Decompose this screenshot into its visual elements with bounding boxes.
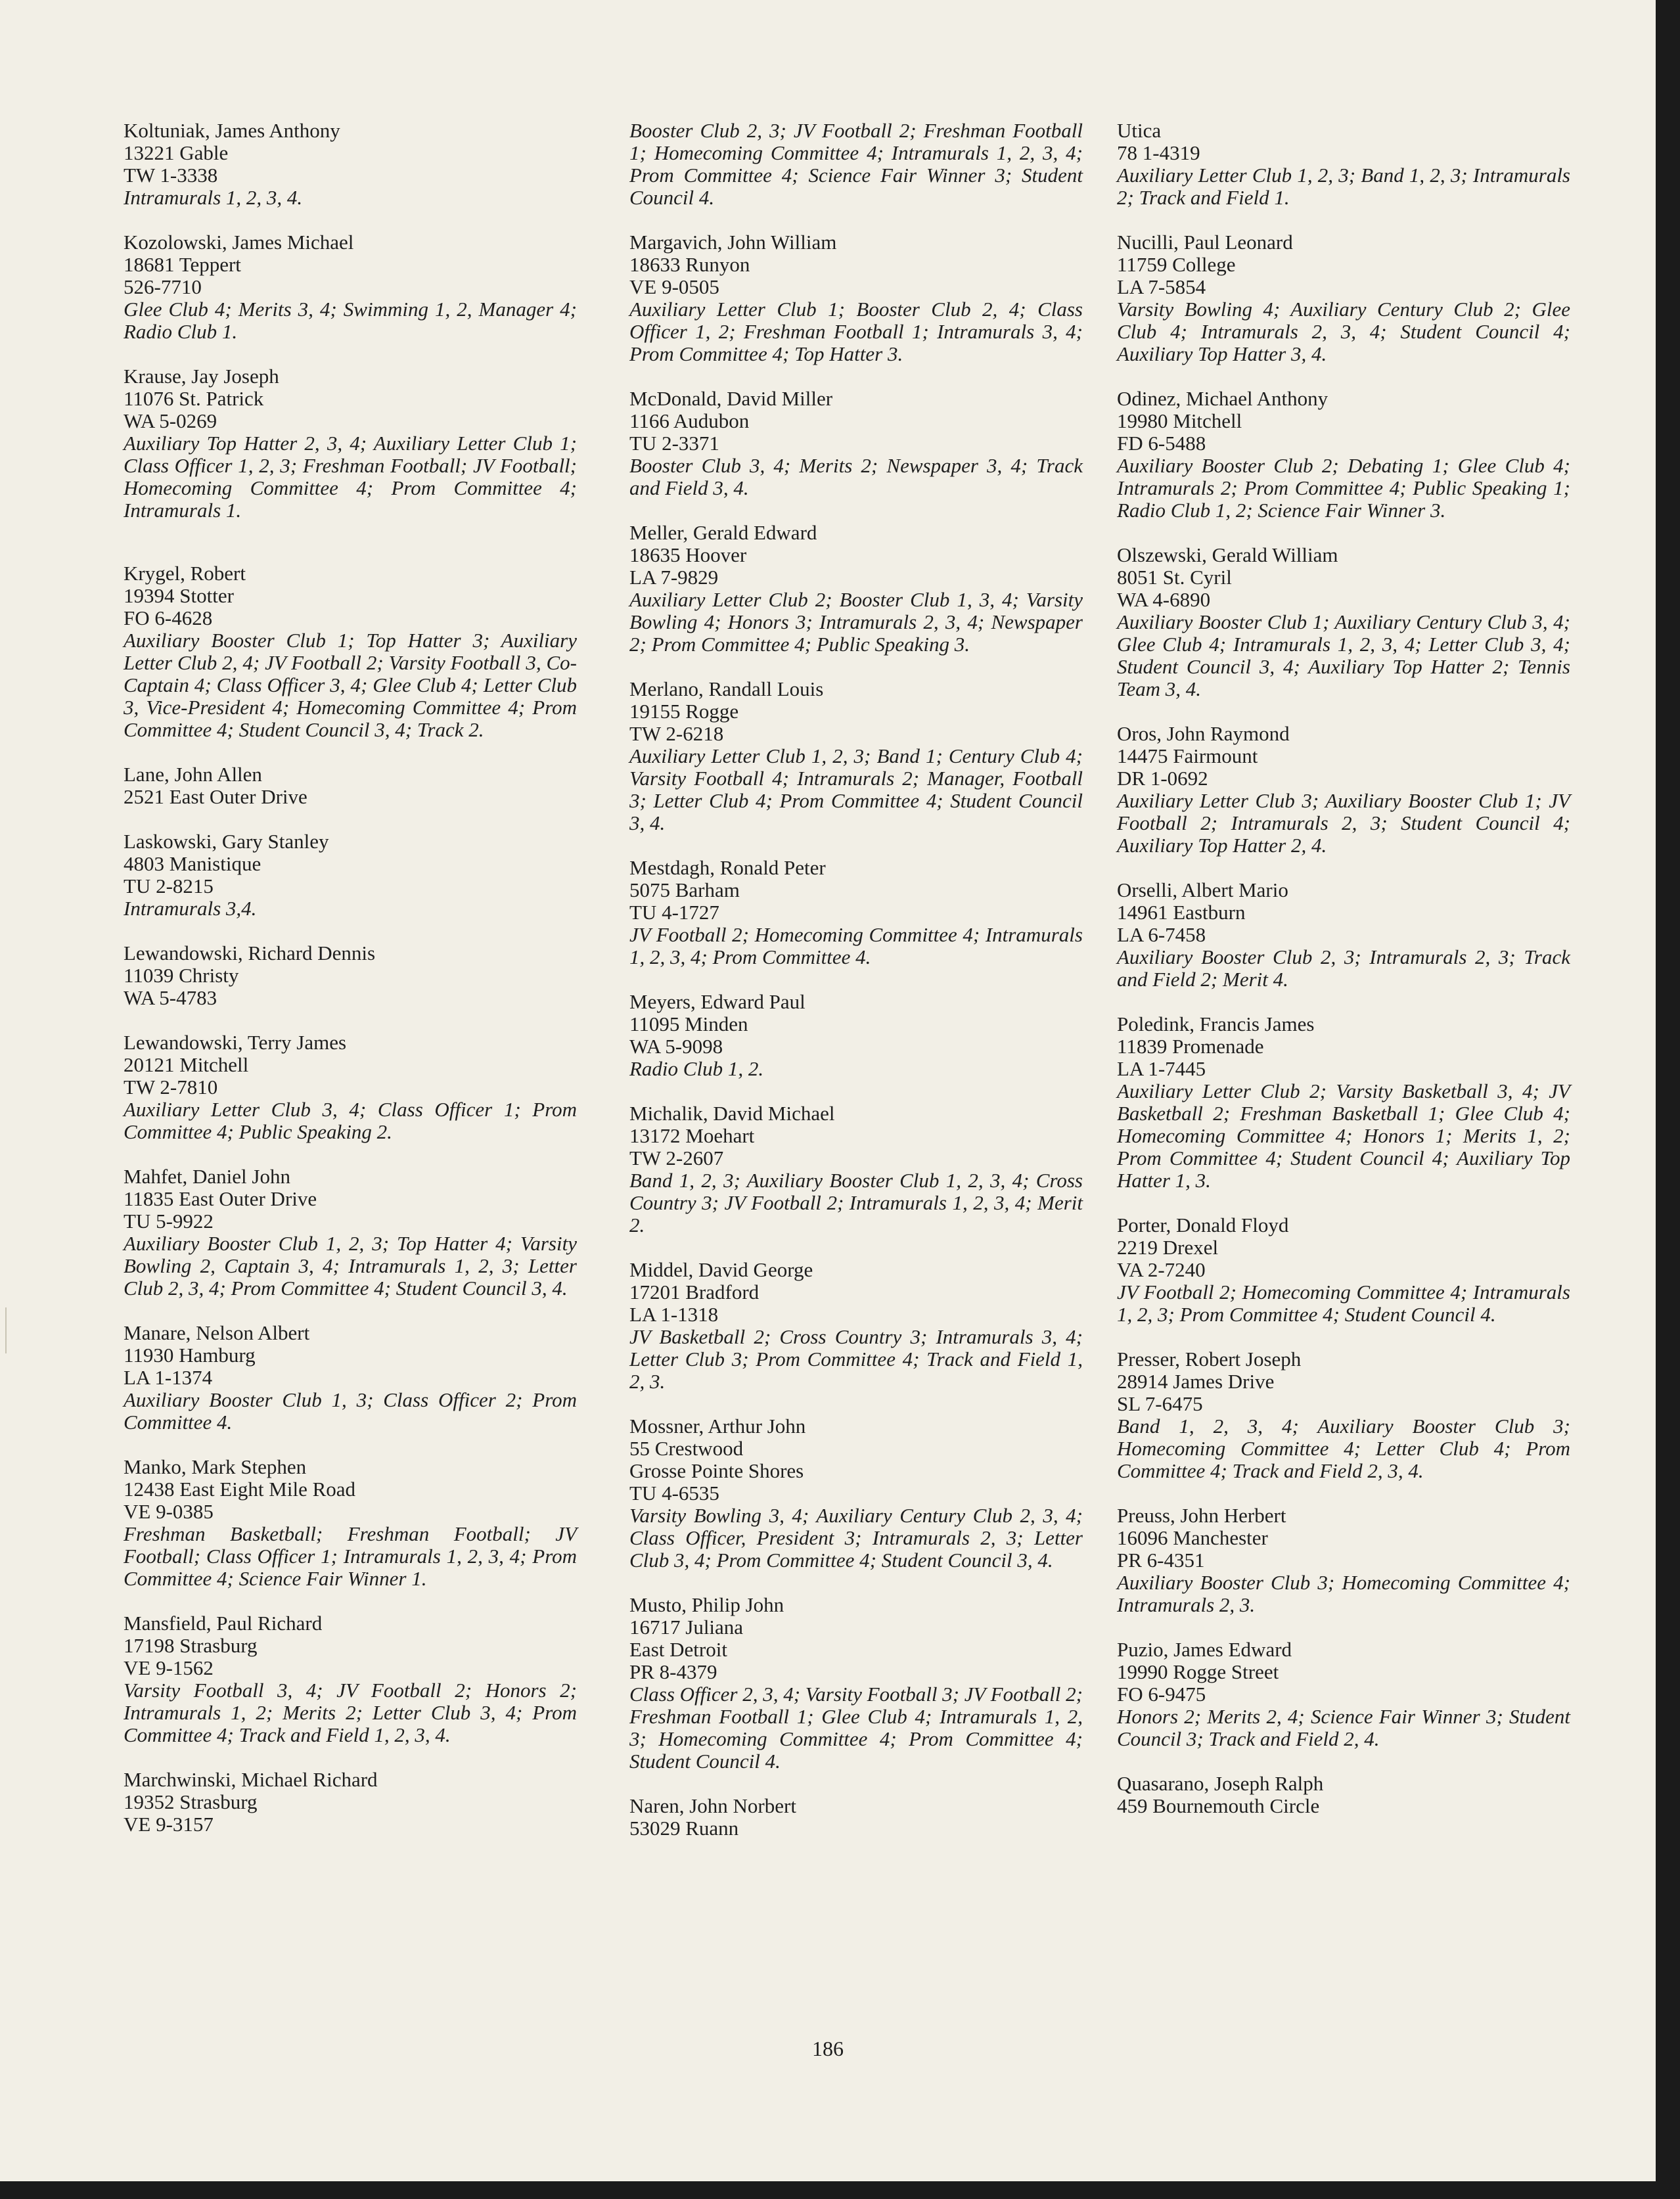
student-address: 19394 Stotter [124,584,234,607]
student-entry [1117,388,1570,522]
student-phone: TU 2-3371 [629,432,719,455]
student-address: 14475 Fairmount [1117,744,1258,767]
student-name: Mestdagh, Ronald Peter [629,856,826,879]
student-phone: WA 4-6890 [1117,588,1211,611]
student-activities: Auxiliary Booster Club 2, 3; Intramurals 2, 3; Track and Field 2; Merit 4. [1117,945,1570,991]
student-name: Middel, David George [629,1258,813,1281]
student-address: 16096 Manchester [1117,1526,1268,1549]
student-phone: VE 9-1562 [124,1656,214,1679]
student-activities: Auxiliary Letter Club 1; Booster Club 2, 4; Class Officer 1, 2; Freshman Football 1; Intramurals 3, 4; Prom Committee 4; Top Hatter 3. [629,298,1083,365]
student-name: Orselli, Albert Mario [1117,878,1288,901]
student-entry [1117,544,1570,700]
student-activities: Radio Club 1, 2. [629,1057,764,1080]
directory-column-3 [1117,120,1570,1840]
student-phone: 78 1-4319 [1117,141,1200,164]
student-entry [124,562,577,741]
student-address: 13221 Gable [124,141,229,164]
student-entry [124,1322,577,1434]
directory-column-1 [124,120,577,1858]
student-address: 11930 Hamburg [124,1344,256,1367]
student-activities: Auxiliary Booster Club 1, 2, 3; Top Hatter 4; Varsity Bowling 2, Captain 3, 4; Intramurals 1, 2, 3; Letter Club 2, 3, 4; Prom Committee 4; Student Council 3, 4. [124,1232,577,1300]
student-address: 19980 Mitchell [1117,409,1242,432]
student-entry [629,991,1083,1080]
student-activities: Class Officer 2, 3, 4; Varsity Football 3; JV Football 2; Freshman Football 1; Glee Club 4; Intramurals 1, 2, 3; Homecoming Committee 4; Prom Committee 4; Student Council 4. [629,1683,1083,1773]
student-phone: FO 6-4628 [124,606,213,629]
student-activities: Auxiliary Letter Club 1, 2, 3; Band 1, 2, 3; Intramurals 2; Track and Field 1. [1117,164,1570,209]
student-name: Margavich, John William [629,231,837,254]
student-entry [629,120,1083,209]
student-name: Quasarano, Joseph Ralph [1117,1772,1324,1795]
student-name: Preuss, John Herbert [1117,1504,1286,1527]
student-activities: Auxiliary Letter Club 2; Varsity Basketball 3, 4; JV Basketball 2; Freshman Basketball 1; Glee Club 4; Homecoming Committee 4; Honors 1; Merits 1, 2; Prom Committee 4; Student Council 4; Auxiliary Top Hatter 1, 3. [1117,1079,1570,1192]
student-phone: WA 5-4783 [124,986,217,1009]
student-phone: VE 9-0385 [124,1500,214,1523]
student-address: 14961 Eastburn [1117,901,1246,924]
student-address: 20121 Mitchell [124,1053,249,1076]
student-address: 12438 East Eight Mile Road [124,1478,356,1501]
student-name: Krause, Jay Joseph [124,365,279,388]
student-name: Koltuniak, James Anthony [124,119,340,142]
student-activities: Auxiliary Booster Club 1; Top Hatter 3; Auxiliary Letter Club 2, 4; JV Football 2; Varsity Football 3, Co-Captain 4; Class Officer 3, 4; Glee Club 4; Letter Club 3, Vice-President 4; Homecoming Committee 4; Prom Committee 4; Student Council 3, 4; Track 2. [124,629,577,741]
student-name: Mossner, Arthur John [629,1415,806,1438]
student-address: 4803 Manistique [124,852,261,875]
student-entry [1117,879,1570,991]
directory-column-2 [629,120,1083,1862]
student-entry [124,830,577,920]
student-entry [629,522,1083,656]
student-name: Meller, Gerald Edward [629,521,817,544]
student-activities: Auxiliary Letter Club 3; Auxiliary Booster Club 1; JV Football 2; Intramurals 2, 3; Student Council 4; Auxiliary Top Hatter 2, 4. [1117,789,1570,857]
student-entry [1117,231,1570,365]
student-phone: WA 5-9098 [629,1035,723,1058]
student-address: 19990 Rogge Street [1117,1660,1279,1683]
student-activities: Auxiliary Booster Club 1; Auxiliary Century Club 3, 4; Glee Club 4; Intramurals 1, 2, 3, 4; Letter Club 3, 4; Student Council 3, 4; Auxiliary Top Hatter 2; Tennis Team 3, 4. [1117,610,1570,700]
student-activities: Varsity Football 3, 4; JV Football 2; Honors 2; Intramurals 1, 2; Merits 2; Letter Club 3, 4; Prom Committee 4; Track and Field 1, 2, 3, 4. [124,1679,577,1746]
student-phone: DR 1-0692 [1117,767,1208,790]
student-phone: TW 2-6218 [629,722,724,745]
student-address: 18633 Runyon [629,253,750,276]
student-address: 11759 College [1117,253,1236,276]
student-entry [629,231,1083,365]
student-phone: LA 1-7445 [1117,1057,1206,1080]
student-name: Merlano, Randall Louis [629,677,824,700]
student-address: 16717 Juliana [629,1616,744,1639]
student-name: Manare, Nelson Albert [124,1321,310,1344]
student-name: Marchwinski, Michael Richard [124,1768,378,1791]
student-address: 11095 Minden [629,1012,748,1035]
student-address: 13172 Moehart [629,1124,755,1147]
student-activities: Booster Club 3, 4; Merits 2; Newspaper 3, 4; Track and Field 3, 4. [629,454,1083,499]
student-address: 11835 East Outer Drive [124,1187,317,1210]
student-entry [629,1102,1083,1236]
student-name: Krygel, Robert [124,562,246,585]
student-entry [124,365,577,522]
student-name: Michalik, David Michael [629,1102,835,1125]
student-activities: Band 1, 2, 3; Auxiliary Booster Club 1, 2, 3, 4; Cross Country 3; JV Football 2; Intramurals 1, 2, 3, 4; Merit 2. [629,1169,1083,1236]
page-number: 186 [812,2037,844,2060]
student-name: Nucilli, Paul Leonard [1117,231,1293,254]
student-address: 18681 Teppert [124,253,241,276]
student-address: 2219 Drexel [1117,1236,1219,1259]
student-phone: TW 2-7810 [124,1076,218,1099]
student-entry [629,857,1083,968]
student-phone: LA 6-7458 [1117,923,1206,946]
student-name: Meyers, Edward Paul [629,990,806,1013]
student-activities: Auxiliary Letter Club 2; Booster Club 1, 3, 4; Varsity Bowling 4; Honors 3; Intramurals 2, 3, 4; Newspaper 2; Prom Committee 4; Public Speaking 3. [629,588,1083,656]
student-entry [124,231,577,343]
student-address: 28914 James Drive [1117,1370,1275,1393]
student-entry [629,388,1083,499]
student-address: 2521 East Outer Drive [124,785,307,808]
student-name: Puzio, James Edward [1117,1638,1292,1661]
student-activities: Intramurals 1, 2, 3, 4. [124,186,303,209]
student-name: Lewandowski, Terry James [124,1031,347,1054]
student-name: Laskowski, Gary Stanley [124,830,329,853]
student-address: 1166 Audubon [629,409,750,432]
student-activities: Auxiliary Letter Club 3, 4; Class Officer 1; Prom Committee 4; Public Speaking 2. [124,1098,577,1143]
student-entry [1117,1348,1570,1482]
student-entry [124,120,577,209]
student-name: Oros, John Raymond [1117,722,1290,745]
student-entry [1117,1639,1570,1750]
student-name: Olszewski, Gerald William [1117,543,1338,566]
student-phone: TU 4-6535 [629,1482,719,1505]
student-address: 19352 Strasburg [124,1790,258,1813]
student-name: Lewandowski, Richard Dennis [124,941,376,964]
student-address: 11076 St. Patrick [124,387,264,410]
student-address: 8051 St. Cyril [1117,566,1232,589]
student-phone: VE 9-0505 [629,275,719,298]
student-address: 17201 Bradford [629,1281,760,1304]
student-entry [124,1456,577,1590]
student-phone: FO 6-9475 [1117,1683,1206,1706]
student-phone: LA 1-1318 [629,1303,719,1326]
student-entry [1117,723,1570,857]
student-activities: Auxiliary Top Hatter 2, 3, 4; Auxiliary Letter Club 1; Class Officer 1, 2, 3; Freshman Football; JV Football; Homecoming Committee 4; Prom Committee 4; Intramurals 1. [124,432,577,522]
student-phone: VE 9-3157 [124,1813,214,1836]
student-entry [124,1612,577,1746]
student-address: 5075 Barham [629,878,740,901]
student-activities: Glee Club 4; Merits 3, 4; Swimming 1, 2, Manager 4; Radio Club 1. [124,298,577,343]
student-address: 11839 Promenade [1117,1035,1264,1058]
student-entry [124,1769,577,1836]
student-activities: Band 1, 2, 3, 4; Auxiliary Booster Club 3; Homecoming Committee 4; Letter Club 4; Prom Committee 4; Track and Field 2, 3, 4. [1117,1415,1570,1482]
student-entry [124,763,577,808]
student-entry [1117,1013,1570,1192]
student-phone: TU 4-1727 [629,901,719,924]
student-phone: FD 6-5488 [1117,432,1206,455]
student-address: 55 Crestwood [629,1437,744,1460]
student-phone: VA 2-7240 [1117,1258,1206,1281]
student-entry [124,1166,577,1300]
student-address: East Detroit [629,1638,727,1661]
student-name: McDonald, David Miller [629,387,833,410]
student-name: Mansfield, Paul Richard [124,1612,323,1635]
student-entry [629,1594,1083,1773]
student-phone: TW 2-2607 [629,1146,724,1169]
student-address: 19155 Rogge [629,700,739,723]
student-name: Poledink, Francis James [1117,1012,1315,1035]
student-name: Musto, Philip John [629,1593,784,1616]
student-phone: LA 7-5854 [1117,275,1206,298]
student-name: Odinez, Michael Anthony [1117,387,1328,410]
student-entry [629,1259,1083,1393]
binding-mark [5,1307,18,1353]
student-name: Manko, Mark Stephen [124,1455,307,1478]
student-entry [629,1795,1083,1840]
student-phone: WA 5-0269 [124,409,217,432]
student-phone: PR 8-4379 [629,1660,717,1683]
student-entry [1117,1505,1570,1616]
student-address: 17198 Strasburg [124,1634,258,1657]
student-entry [124,1031,577,1143]
student-address: 11039 Christy [124,964,239,987]
student-activities: Freshman Basketball; Freshman Football; JV Football; Class Officer 1; Intramurals 1, 2, 3, 4; Prom Committee 4; Science Fair Winner 1. [124,1522,577,1590]
student-phone: SL 7-6475 [1117,1392,1203,1415]
student-address: Utica [1117,119,1162,142]
student-address: Grosse Pointe Shores [629,1459,804,1482]
student-name: Mahfet, Daniel John [124,1165,290,1188]
student-activities: JV Football 2; Homecoming Committee 4; Intramurals 1, 2, 3; Prom Committee 4; Student Council 4. [1117,1281,1570,1326]
student-name: Naren, John Norbert [629,1794,796,1817]
student-phone: TU 5-9922 [124,1210,214,1233]
student-entry [124,942,577,1009]
student-phone: TW 1-3338 [124,164,218,187]
student-entry [1117,1214,1570,1326]
student-phone: TU 2-8215 [124,874,214,897]
student-activities: Honors 2; Merits 2, 4; Science Fair Winner 3; Student Council 3; Track and Field 2, 4. [1117,1705,1570,1750]
student-activities: Auxiliary Booster Club 1, 3; Class Officer 2; Prom Committee 4. [124,1388,577,1434]
student-phone: LA 7-9829 [629,566,719,589]
student-name: Presser, Robert Joseph [1117,1348,1302,1371]
student-entry [1117,120,1570,209]
student-phone: 526-7710 [124,275,202,298]
student-activities: Auxiliary Booster Club 3; Homecoming Committee 4; Intramurals 2, 3. [1117,1571,1570,1616]
student-activities: Auxiliary Letter Club 1, 2, 3; Band 1; Century Club 4; Varsity Football 4; Intramurals 2; Manager, Football 3; Letter Club 4; Prom Committee 4; Student Council 3, 4. [629,744,1083,834]
student-activities: JV Basketball 2; Cross Country 3; Intramurals 3, 4; Letter Club 3; Prom Committee 4; Track and Field 1, 2, 3. [629,1325,1083,1393]
student-activities: Intramurals 3,4. [124,897,257,920]
student-phone: LA 1-1374 [124,1366,213,1389]
student-name: Kozolowski, James Michael [124,231,354,254]
student-activities: Varsity Bowling 3, 4; Auxiliary Century Club 2, 3, 4; Class Officer, President 3; Intramurals 2, 3; Letter Club 3, 4; Prom Committee 4; Student Council 3, 4. [629,1504,1083,1572]
student-entry [1117,1773,1570,1817]
student-activities: Booster Club 2, 3; JV Football 2; Freshman Football 1; Homecoming Committee 4; Intramurals 1, 2, 3, 4; Prom Committee 4; Science Fair Winner 3; Student Council 4. [629,119,1083,209]
student-phone: PR 6-4351 [1117,1549,1205,1572]
student-address: 18635 Hoover [629,543,747,566]
student-activities: Auxiliary Booster Club 2; Debating 1; Glee Club 4; Intramurals 2; Prom Committee 4; Public Speaking 1; Radio Club 1, 2; Science Fair Winner 3. [1117,454,1570,522]
student-entry [629,678,1083,834]
student-activities: Varsity Bowling 4; Auxiliary Century Club 2; Glee Club 4; Intramurals 2, 3, 4; Student Council 4; Auxiliary Top Hatter 3, 4. [1117,298,1570,365]
student-name: Porter, Donald Floyd [1117,1213,1289,1236]
student-address: 459 Bournemouth Circle [1117,1794,1320,1817]
student-address: 53029 Ruann [629,1817,739,1840]
student-activities: JV Football 2; Homecoming Committee 4; Intramurals 1, 2, 3, 4; Prom Committee 4. [629,923,1083,968]
student-name: Lane, John Allen [124,763,262,786]
student-entry [629,1415,1083,1572]
